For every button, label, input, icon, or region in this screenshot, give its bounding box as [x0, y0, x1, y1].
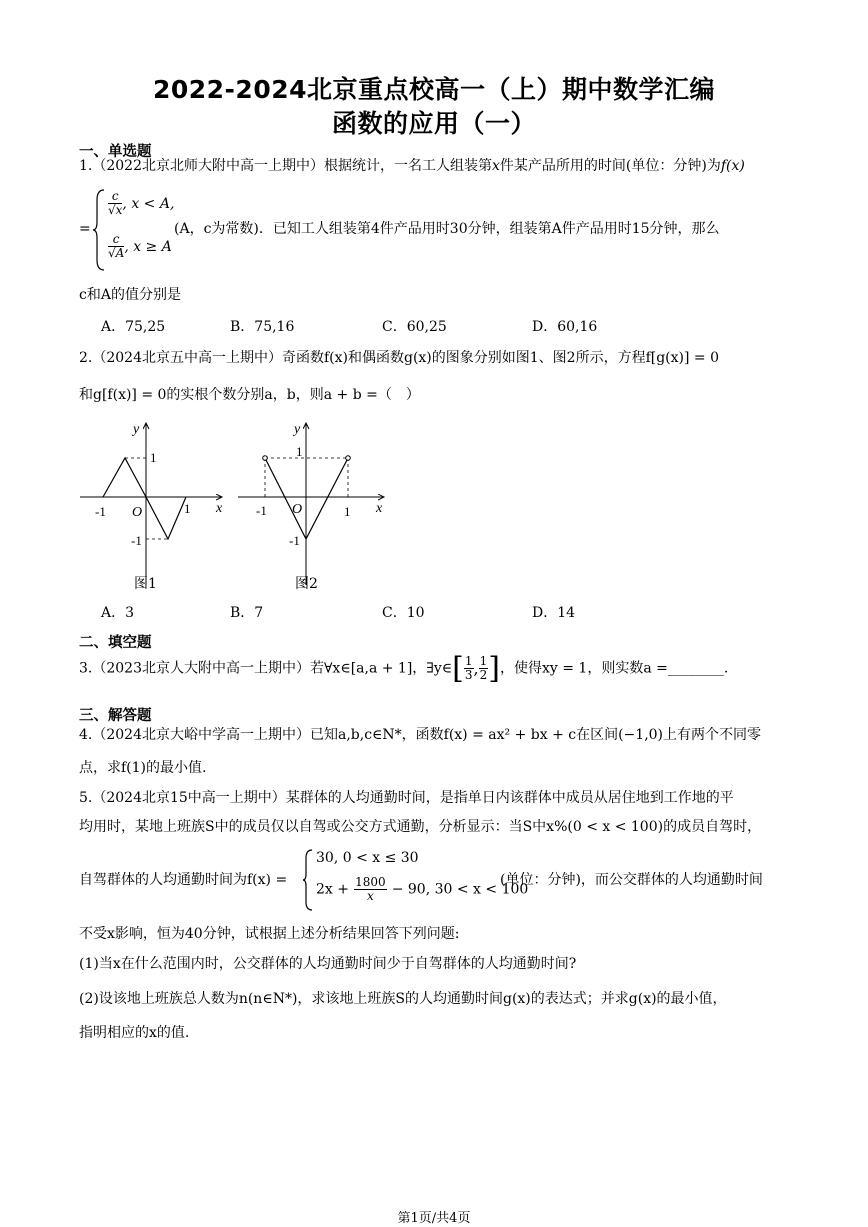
q5-line6: (2)设该地上班族总人数为n(n∈N*)，求该地上班族S的人均通勤时间g(x)的表达式；并求g(x)的最小值， — [79, 991, 727, 1007]
q1-case2-frac: $\frac{c}{√A}$ — [108, 232, 125, 260]
q1-case1-cond: , x < A, — [122, 196, 175, 212]
q3-text-a: 3.（2023北京人大附中高一上期中）若∀x∈[a,a + 1]，∃y∈ — [79, 660, 453, 677]
fig1-origin: O — [132, 505, 143, 520]
fig1-xtick-1: 1 — [184, 501, 191, 516]
page-title-line1: 2022-2024北京重点校高一（上）期中数学汇编 — [152, 75, 716, 104]
q2-line2: 和g[f(x)] = 0的实根个数分别a，b，则a + b =（ ） — [79, 387, 420, 403]
fig2-open-point-left — [263, 456, 268, 461]
q2-option-b[interactable]: B．7 — [230, 605, 264, 621]
q1-brace — [92, 188, 106, 272]
fig1-y-label: y — [133, 422, 140, 437]
fig1-curve — [103, 458, 186, 539]
q3-frac-2: $\frac{1}{2}$ — [479, 654, 488, 682]
figure-2-graph-g — [236, 415, 388, 597]
figure-1-graph-f — [78, 415, 228, 597]
q1-option-a[interactable]: A．75,25 — [101, 319, 166, 335]
fig1-xtick-neg1: -1 — [95, 504, 106, 519]
q1-var-x: x — [492, 158, 500, 174]
q2-option-d[interactable]: D．14 — [532, 605, 576, 621]
section-heading-fill-in: 二、填空题 — [79, 635, 152, 651]
q1-line3: c和A的值分别是 — [79, 287, 181, 303]
fig2-xtick-neg1: -1 — [256, 503, 267, 518]
fig2-open-point-right — [346, 456, 351, 461]
fig2-origin: O — [292, 502, 303, 517]
q1-case1-frac: $\frac{c}{√x}$ — [108, 189, 123, 217]
q1-text-b: 件某产品所用的时间(单位：分钟)为 — [499, 158, 721, 174]
fig2-ytick-neg1: -1 — [289, 533, 300, 548]
section-heading-single-choice: 一、单选题 — [79, 144, 152, 160]
q5-line4: 不受x影响，恒为40分钟，试根据上述分析结果回答下列问题: — [79, 926, 460, 942]
q5-line7: 指明相应的x的值. — [79, 1025, 190, 1041]
fig2-x-label: x — [376, 501, 383, 516]
q3-answer-blank[interactable]: ________. — [667, 660, 729, 677]
q1-option-b[interactable]: B．75,16 — [230, 319, 295, 335]
q2-option-c[interactable]: C．10 — [382, 605, 425, 621]
page-title-line2: 函数的应用（一） — [331, 109, 536, 138]
fig2-y-label: y — [294, 422, 301, 437]
figure-2-caption: 图2 — [295, 576, 318, 592]
q1-option-c[interactable]: C．60,25 — [382, 319, 447, 335]
q1-equals: = — [79, 221, 91, 237]
q5-case1: 30, 0 < x ≤ 30 — [316, 850, 419, 866]
q3-text-b: ，使得xy = 1，则实数a = — [499, 660, 668, 677]
q5-line1: 5.（2024北京15中高一上期中）某群体的人均通勤时间，是指单日内该群体中成员从居住地到工作地的平 — [79, 790, 734, 806]
q4-line1: 4.（2024北京大峪中学高一上期中）已知a,b,c∈N*，函数f(x) = ax² + bx + c在区间(−1,0)上有两个不同零 — [79, 727, 762, 743]
q1-case2-cond: , x ≥ A — [124, 239, 172, 255]
fig1-ytick-neg1: -1 — [131, 533, 142, 548]
q1-text-a: 1.（2022北京北师大附中高一上期中）根据统计，一名工人组装第 — [79, 158, 492, 174]
q4-line2: 点，求f(1)的最小值. — [79, 760, 207, 776]
q1-fx: f(x) — [720, 158, 745, 174]
q1-line1 — [79, 157, 745, 175]
q5-case2-frac: $\frac{1800}{x}$ — [355, 875, 386, 903]
q3-line: 3.（2023北京人大附中高一上期中）若∀x∈[a,a + 1]，∃y∈[ $\frac{1}{3}$ , $\frac{1}{2}$ ]，使得xy = 1，则实数a =________. — [79, 651, 729, 686]
q1-case1 — [108, 190, 174, 217]
q5-line2: 均用时，某地上班族S中的成员仅以自驾或公交方式通勤，分析显示：当S中x%(0 < x < 100)的成员自驾时， — [79, 819, 762, 835]
section-heading-solutions: 三、解答题 — [79, 708, 152, 724]
q5-line3a: 自驾群体的人均通勤时间为f(x) = — [79, 872, 288, 888]
q3-frac-1: $\frac{1}{3}$ — [464, 654, 473, 682]
q5-case2: 2x + $\frac{1800}{x}$ − 90, 30 < x < 100 — [316, 875, 529, 903]
q5-line5: (1)当x在什么范围内时，公交群体的人均通勤时间少于自驾群体的人均通勤时间? — [79, 956, 577, 972]
fig2-xtick-1: 1 — [344, 504, 351, 519]
q5-brace — [302, 848, 314, 912]
q1-line2: (A，c为常数)．已知工人组装第4件产品用时30分钟，组装第A件产品用时15分钟，那么 — [174, 221, 720, 237]
q5-line3b: (单位：分钟)，而公交群体的人均通勤时间 — [500, 872, 763, 888]
q1-option-d[interactable]: D．60,16 — [532, 319, 598, 335]
q1-case2 — [108, 233, 172, 260]
q2-option-a[interactable]: A．3 — [101, 605, 135, 621]
page-number: 第1页/共4页 — [397, 1211, 471, 1226]
q2-line1: 2.（2024北京五中高一上期中）奇函数f(x)和偶函数g(x)的图象分别如图1、图2所示，方程f[g(x)] = 0 — [79, 350, 720, 366]
fig1-x-label: x — [216, 501, 223, 516]
fig2-ytick-1: 1 — [296, 444, 303, 459]
fig1-ytick-1: 1 — [150, 450, 157, 465]
figure-1-caption: 图1 — [134, 576, 157, 592]
